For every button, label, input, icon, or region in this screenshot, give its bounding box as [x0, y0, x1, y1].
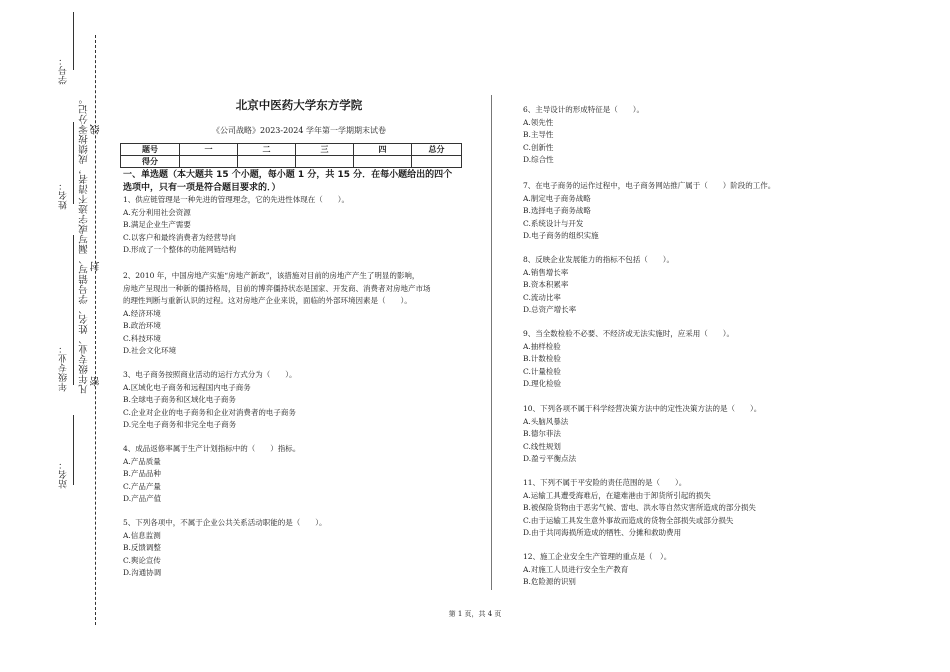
question-9	[523, 328, 868, 391]
score-header-cell: 四	[354, 144, 412, 156]
score-table	[120, 143, 462, 168]
answer-option[interactable]: D.形成了一个整体的功能网链结构	[123, 245, 237, 254]
score-cell[interactable]	[180, 156, 238, 168]
answer-option[interactable]: D.沟通协调	[123, 568, 162, 577]
answer-option[interactable]: C.产品产量	[123, 481, 161, 491]
question-7	[523, 180, 868, 243]
answer-option[interactable]: C.流动比率	[523, 292, 561, 302]
exam-subtitle: 《公司战略》2023-2024 学年第一学期期末试卷	[212, 126, 386, 135]
answer-option[interactable]: D.产品产值	[123, 494, 162, 503]
answer-option[interactable]: C.企业对企业的电子商务和企业对消费者的电子商务	[123, 407, 296, 417]
question-stem: 1、供应链管理是一种先进的管理理念，它的先进性体现在（ ）。	[123, 195, 350, 204]
answer-option[interactable]: B.选择电子商务战略	[523, 206, 591, 215]
page-number: 第 1 页，共 4 页	[448, 610, 502, 618]
seal-mark-feng: 封	[91, 261, 102, 272]
question-2	[123, 270, 468, 358]
answer-option[interactable]: D.综合性	[523, 155, 554, 164]
score-header-cell: 二	[238, 144, 296, 156]
answer-option[interactable]: B.计数检验	[523, 354, 561, 363]
binding-warning: 凡年级专业、姓名、学号错写、漏写或字迹不清者，成绩按零分记。	[79, 94, 90, 394]
score-header-cell: 一	[180, 144, 238, 156]
name-label: 姓名：	[59, 181, 69, 210]
seal-mark-mi: 线	[91, 124, 102, 135]
binding-dashed-line	[95, 35, 96, 625]
major-label: 年级专业：	[59, 344, 69, 392]
school-title: 北京中医药大学东方学院	[235, 98, 363, 112]
answer-option[interactable]: C.创新性	[523, 142, 554, 152]
answer-option[interactable]: A.领先性	[523, 117, 554, 127]
answer-option[interactable]: A.充分利用社会资源	[123, 207, 191, 217]
answer-option[interactable]: B.满足企业生产需要	[123, 220, 191, 229]
answer-option[interactable]: B.被保险货物由于恶劣气候、雷电、洪水等自然灾害所造成的部分损失	[523, 503, 756, 512]
answer-option[interactable]: B.德尔菲法	[523, 429, 561, 438]
answer-option[interactable]: D.由于共同海损所造成的牺牲、分摊和救助费用	[523, 528, 682, 537]
question-stem: 8、反映企业发展能力的指标不包括（ ）。	[523, 255, 675, 264]
score-header-cell: 题号	[121, 144, 180, 156]
answer-option[interactable]: A.对施工人员进行安全生产教育	[523, 564, 629, 574]
answer-option[interactable]: C.系统设计与开发	[523, 218, 584, 228]
student-id-line	[73, 12, 74, 70]
school-line	[73, 415, 74, 485]
question-stem: 的理性判断与重新认识的过程。这对房地产企业来说，面临的外部环境因素是（ ）。	[123, 296, 412, 305]
score-table-header-row	[121, 144, 462, 156]
answer-option[interactable]: D.完全电子商务和非完全电子商务	[123, 420, 237, 429]
question-stem: 4、成品返修率属于生产计划指标中的（ ）指标。	[123, 444, 301, 453]
name-line	[73, 122, 74, 204]
score-row-label: 得分	[121, 156, 180, 168]
score-header-cell: 三	[296, 144, 354, 156]
column-separator	[491, 95, 492, 590]
answer-option[interactable]: C.线性规划	[523, 441, 561, 451]
question-stem: 11、下列不属于平安险的责任范围的是（ ）。	[523, 478, 687, 487]
answer-option[interactable]: B.反馈调整	[123, 543, 161, 552]
section-heading	[123, 169, 468, 195]
section-heading-line: 选项中，只有一项是符合题目要求的．）	[123, 183, 281, 193]
question-stem: 3、电子商务按照商业活动的运行方式分为（ ）。	[123, 370, 297, 379]
question-6	[523, 104, 868, 167]
question-stem: 房地产呈现出一种新的僵持格局，目前的博弈僵持状态是国家、开发商、消费者对房地产市场	[123, 283, 431, 293]
question-8	[523, 254, 868, 317]
answer-option[interactable]: C.科技环境	[123, 333, 161, 343]
answer-option[interactable]: B.全球电子商务和区域化电子商务	[123, 395, 236, 404]
answer-option[interactable]: A.销售增长率	[523, 267, 569, 277]
score-table-score-row	[121, 156, 462, 168]
question-stem: 7、在电子商务的运作过程中，电子商务网站推广属于（ ）阶段的工作。	[523, 181, 776, 190]
score-cell[interactable]	[296, 156, 354, 168]
score-cell[interactable]	[412, 156, 462, 168]
score-header-cell: 总分	[412, 144, 462, 156]
answer-option[interactable]: B.危险源的识别	[523, 577, 576, 586]
question-stem: 12、施工企业安全生产管理的重点是（ ）。	[523, 552, 672, 561]
question-stem: 5、下列各项中，不属于企业公共关系活动职能的是（ ）。	[123, 518, 327, 527]
question-10	[523, 403, 868, 466]
answer-option[interactable]: A.信息监测	[123, 530, 161, 540]
student-id-label: 学号：	[59, 56, 69, 85]
question-5	[123, 517, 468, 580]
school-label: 站名：	[59, 460, 69, 489]
answer-option[interactable]: B.资本积累率	[523, 280, 569, 289]
answer-option[interactable]: D.理化检验	[523, 379, 562, 388]
answer-option[interactable]: C.由于运输工具发生意外事故而造成的货物全部损失或部分损失	[523, 515, 734, 525]
answer-option[interactable]: C.以客户和最终消费者为经营导向	[123, 232, 236, 242]
answer-option[interactable]: A.制定电子商务战略	[523, 193, 591, 203]
answer-option[interactable]: C.舆论宣传	[123, 555, 161, 565]
seal-mark-xian: 密	[91, 376, 102, 387]
answer-option[interactable]: B.主导性	[523, 130, 554, 139]
answer-option[interactable]: A.产品质量	[123, 456, 161, 466]
question-4	[123, 443, 468, 506]
major-line	[73, 235, 74, 385]
question-stem: 10、下列各项不属于科学经营决策方法中的定性决策方法的是（ ）。	[523, 404, 762, 413]
score-cell[interactable]	[354, 156, 412, 168]
answer-option[interactable]: B.产品品种	[123, 469, 161, 478]
question-3	[123, 369, 468, 432]
answer-option[interactable]: D.社会文化环境	[123, 346, 177, 355]
question-stem: 9、当全数检验不必要、不经济或无法实施时，应采用（ ）。	[523, 329, 735, 338]
section-heading-line: 一、单选题（本大题共 15 个小题，每小题 1 分，共 15 分．在每小题给出的四个	[123, 170, 453, 180]
answer-option[interactable]: A.区域化电子商务和远程国内电子商务	[123, 382, 251, 392]
answer-option[interactable]: D.盈亏平衡点法	[523, 454, 577, 463]
question-stem: 6、主导设计的形成特征是（ ）。	[523, 105, 645, 114]
question-stem: 2、2010 年，中国房地产实施“房地产新政”，该措施对目前的房地产产生了明显的影响，	[123, 271, 420, 280]
answer-option[interactable]: A.经济环境	[123, 308, 161, 318]
question-1	[123, 194, 468, 257]
question-11	[523, 477, 868, 540]
answer-option[interactable]: D.总资产增长率	[523, 305, 577, 314]
answer-option[interactable]: B.政治环境	[123, 321, 161, 330]
answer-option[interactable]: A.运输工具遭受海难后，在避难港由于卸货所引起的损失	[523, 490, 711, 500]
question-12	[523, 551, 868, 589]
score-cell[interactable]	[238, 156, 296, 168]
answer-option[interactable]: D.电子商务的组织实施	[523, 231, 599, 240]
answer-option[interactable]: A.头脑风暴法	[523, 416, 569, 426]
answer-option[interactable]: C.计量检验	[523, 366, 561, 376]
answer-option[interactable]: A.抽样检验	[523, 341, 561, 351]
